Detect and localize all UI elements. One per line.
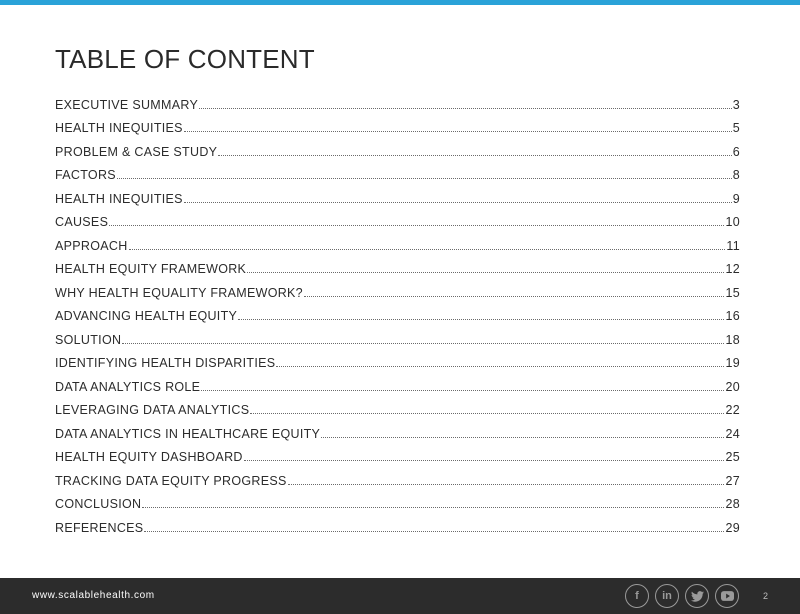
dot-leader [184,202,732,203]
toc-entry[interactable] [55,323,740,347]
toc-entry-page: 5 [732,121,740,135]
dot-leader [244,460,725,461]
dot-leader [238,319,724,320]
toc-entry-page: 28 [725,497,740,511]
dot-leader [218,155,731,156]
toc-entry[interactable] [55,511,740,535]
social-links [625,584,739,608]
toc-entry[interactable] [55,253,740,277]
toc-entry-page: 29 [725,520,740,535]
toc-entry-page: 25 [725,450,740,464]
toc-entry-label: HEALTH EQUITY DASHBOARD [55,450,243,464]
dot-leader [288,484,725,485]
toc-entry-label: HEALTH INEQUITIES [55,121,183,135]
table-of-contents [55,88,740,535]
dot-leader [117,178,732,179]
page-number: 2 [763,591,769,601]
linkedin-icon[interactable] [655,584,679,608]
toc-entry-page: 8 [732,168,740,182]
youtube-play-shape [721,591,734,601]
toc-entry-label: DATA ANALYTICS IN HEALTHCARE EQUITY [55,426,321,441]
toc-entry-page: 27 [725,473,740,488]
top-accent-bar [0,0,800,5]
website-link[interactable]: www.scalablehealth.com [32,590,155,601]
toc-entry[interactable] [55,394,740,418]
toc-entry[interactable] [55,159,740,183]
dot-leader [109,225,724,226]
dot-leader [321,437,724,438]
toc-entry-label: ADVANCING HEALTH EQUITY [55,309,238,323]
page-title: TABLE OF CONTENT [55,44,315,74]
dot-leader [304,296,725,297]
toc-entry[interactable] [55,441,740,465]
toc-entry[interactable] [55,488,740,512]
toc-entry-page: 22 [725,403,740,417]
toc-entry-page: 18 [725,332,740,347]
dot-leader [144,531,724,532]
toc-entry[interactable] [55,112,740,136]
toc-entry-label: HEALTH EQUITY FRAMEWORK [55,262,247,276]
toc-entry-label: LEVERAGING DATA ANALYTICS [55,403,250,417]
toc-entry[interactable] [55,300,740,324]
dot-leader [199,108,732,109]
toc-entry[interactable] [55,88,740,112]
dot-leader [142,507,724,508]
linkedin-glyph: in [662,590,672,602]
toc-entry-label: SOLUTION [55,332,122,347]
footer [0,578,800,614]
toc-entry-label: FACTORS [55,168,116,182]
toc-entry-page: 10 [725,215,740,229]
toc-entry-page: 11 [726,238,740,253]
toc-entry[interactable] [55,370,740,394]
dot-leader [122,343,724,344]
toc-entry[interactable] [55,135,740,159]
toc-entry[interactable] [55,276,740,300]
toc-entry-label: REFERENCES [55,520,144,535]
toc-entry-label: TRACKING DATA EQUITY PROGRESS [55,473,287,488]
toc-entry-page: 15 [725,285,740,300]
toc-entry-label: DATA ANALYTICS ROLE [55,379,201,394]
toc-entry-label: EXECUTIVE SUMMARY [55,97,199,112]
toc-entry-label: APPROACH [55,238,128,253]
dot-leader [247,272,724,273]
toc-entry-label: CONCLUSION [55,497,142,511]
youtube-icon[interactable] [715,584,739,608]
dot-leader [250,413,724,414]
toc-entry-page: 24 [725,426,740,441]
toc-entry[interactable] [55,182,740,206]
facebook-glyph: f [635,590,639,602]
toc-entry-label: HEALTH INEQUITIES [55,191,183,206]
twitter-icon[interactable] [685,584,709,608]
facebook-icon[interactable] [625,584,649,608]
toc-entry-page: 19 [725,356,740,370]
toc-entry[interactable] [55,206,740,230]
dot-leader [201,390,724,391]
toc-entry-page: 3 [732,97,740,112]
toc-entry[interactable] [55,229,740,253]
twitter-bird-shape [691,591,704,602]
dot-leader [276,366,724,367]
dot-leader [184,131,732,132]
toc-entry-page: 9 [732,191,740,206]
dot-leader [129,249,726,250]
toc-entry-page: 16 [725,309,740,323]
toc-entry[interactable] [55,347,740,371]
toc-entry-label: CAUSES [55,215,109,229]
toc-entry[interactable] [55,464,740,488]
toc-entry-page: 6 [732,144,740,159]
toc-entry-label: WHY HEALTH EQUALITY FRAMEWORK? [55,285,303,300]
toc-entry-label: PROBLEM & CASE STUDY [55,144,218,159]
toc-entry-page: 20 [725,379,740,394]
toc-entry-page: 12 [725,262,740,276]
toc-entry-label: IDENTIFYING HEALTH DISPARITIES [55,356,276,370]
toc-entry[interactable] [55,417,740,441]
